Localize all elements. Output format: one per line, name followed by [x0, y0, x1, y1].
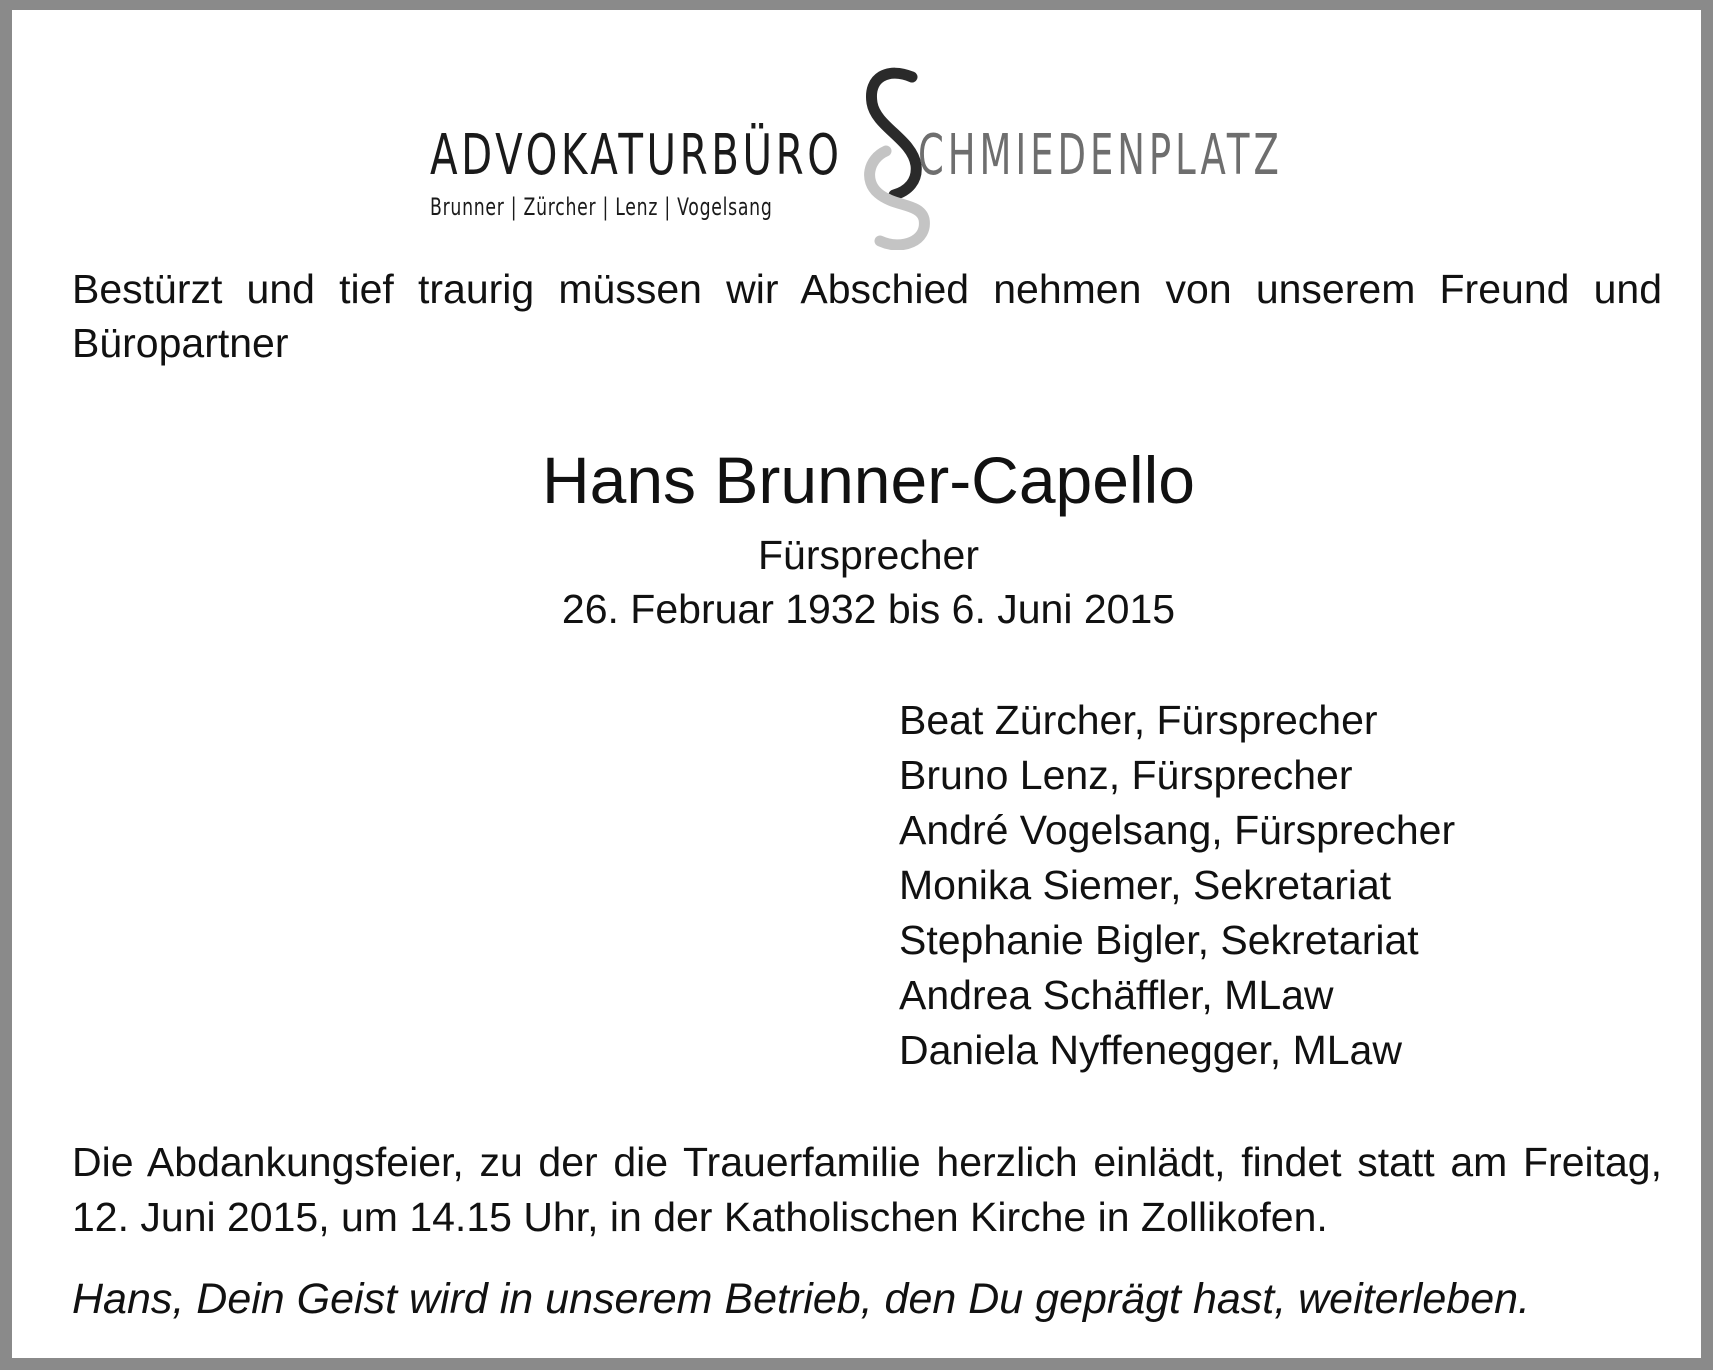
deceased-dates: 26. Februar 1932 bis 6. Juni 2015 [561, 586, 1176, 632]
signer-item: Beat Zürcher, Fürsprecher [899, 697, 1378, 743]
signer-item: André Vogelsang, Fürsprecher [899, 807, 1456, 853]
signer-item: Bruno Lenz, Fürsprecher [899, 752, 1353, 798]
firm-logo [430, 65, 1320, 250]
deceased-title: Fürsprecher [757, 532, 979, 578]
signers-list [899, 693, 1455, 1078]
signer-item: Monika Siemer, Sekretariat [899, 862, 1392, 908]
logo-place-name: CHMIEDENPLATZ [918, 123, 1283, 188]
signer-item: Stephanie Bigler, Sekretariat [899, 917, 1419, 963]
deceased-name: Hans Brunner-Capello [541, 443, 1195, 517]
logo-partner-names: Brunner | Zürcher | Lenz | Vogelsang [430, 193, 773, 221]
signer-item: Daniela Nyffenegger, MLaw [899, 1027, 1402, 1073]
ceremony-text: Die Abdankungsfeier, zu der die Trauerfamilie herzlich einlädt, findet statt am Freitag, 12. Juni 2015, um 14.15 Uhr, in der Katholischen Kirche in Zollikofen. [72, 1139, 1662, 1240]
logo-firm-name: ADVOKATURBÜRO [430, 123, 843, 188]
signer-item: Andrea Schäffler, MLaw [899, 972, 1334, 1018]
intro-text: Bestürzt und tief traurig müssen wir Abschied nehmen von unserem Freund und Büropartner [72, 266, 1662, 366]
closing-line: Hans, Dein Geist wird in unserem Betrieb, den Du geprägt hast, weiterleben. [72, 1275, 1530, 1323]
